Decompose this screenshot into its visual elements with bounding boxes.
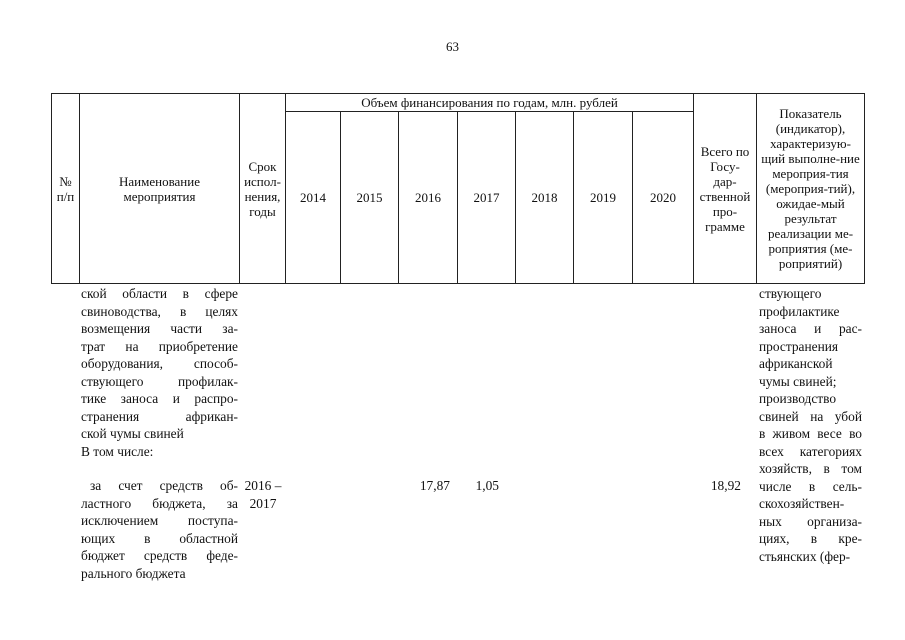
text-line: ской чумы свиней — [81, 426, 184, 441]
text-line: пространения — [759, 338, 839, 354]
text-line: хозяйств, в том — [759, 461, 862, 476]
event-name — [81, 285, 238, 460]
text-line: возмещения части за- — [81, 321, 238, 336]
text-line: оборудования, способ- — [81, 356, 238, 371]
text-line: исключением поступа- — [81, 513, 238, 528]
header-total: Всего по Госу-дар-ственной про-грамме — [693, 93, 757, 284]
row-name — [81, 477, 238, 582]
indicator-text — [759, 285, 862, 565]
text-line: ластного бюджета, за — [81, 495, 238, 511]
row-total: 18,92 — [710, 478, 741, 493]
header-year-2020: 2020 — [632, 111, 694, 284]
text-line: в живом весе во — [759, 426, 862, 441]
row-value-2017: 1,05 — [475, 478, 499, 493]
text-line: всех категориях — [759, 443, 862, 459]
text-line: чумы свиней; — [759, 373, 837, 389]
text-line: профилактике — [759, 303, 840, 319]
text-line: ющих в областной — [81, 530, 238, 546]
text-line: за счет средств об- — [90, 478, 238, 493]
header-number: № п/п — [51, 93, 80, 284]
text-line: скохозяйствен- — [759, 496, 845, 511]
header-term: Срок испол-нения, годы — [239, 93, 286, 284]
text-line: В том числе: — [81, 443, 154, 459]
text-line: ствующего профилак- — [81, 373, 238, 389]
text-line: странения африкан- — [81, 408, 238, 424]
text-line: производство — [759, 391, 837, 406]
text-line: ствующего — [759, 286, 822, 301]
page-number: 63 — [446, 39, 459, 54]
text-line: заноса и рас- — [759, 321, 862, 336]
text-line: числе в сель- — [759, 478, 862, 494]
text-line: свиней на убой — [759, 408, 862, 424]
header-year-2018: 2018 — [515, 111, 574, 284]
text-line: циях, в кре- — [759, 531, 862, 546]
header-year-2015: 2015 — [340, 111, 399, 284]
header-year-2017: 2017 — [457, 111, 516, 284]
row-term: 2016 – 2017 — [244, 478, 282, 511]
text-line: тике заноса и распро- — [81, 391, 238, 406]
text-line: бюджет средств феде- — [81, 548, 238, 563]
text-line: ской области в сфере — [81, 286, 238, 301]
text-line: трат на приобретение — [81, 338, 238, 354]
text-line: ных организа- — [759, 513, 862, 529]
text-line: свиноводства, в целях — [81, 303, 238, 319]
header-year-2014: 2014 — [285, 111, 341, 284]
row-value-2016: 17,87 — [419, 478, 450, 493]
header-year-2016: 2016 — [398, 111, 458, 284]
header-name: Наименование мероприятия — [79, 93, 240, 284]
text-line: стьянских (фер- — [759, 548, 851, 564]
text-line: африканской — [759, 356, 833, 371]
header-indicator: Показатель (индикатор), характеризую-щий выполне-ние мероприя-тия (мероприя-тий), ожидае-мый результат реализации ме-роприятия (ме-роприятий) — [756, 93, 865, 284]
header-funding-group: Объем финансирования по годам, млн. рублей — [285, 93, 694, 112]
text-line: рального бюджета — [81, 565, 186, 581]
header-year-2019: 2019 — [573, 111, 633, 284]
